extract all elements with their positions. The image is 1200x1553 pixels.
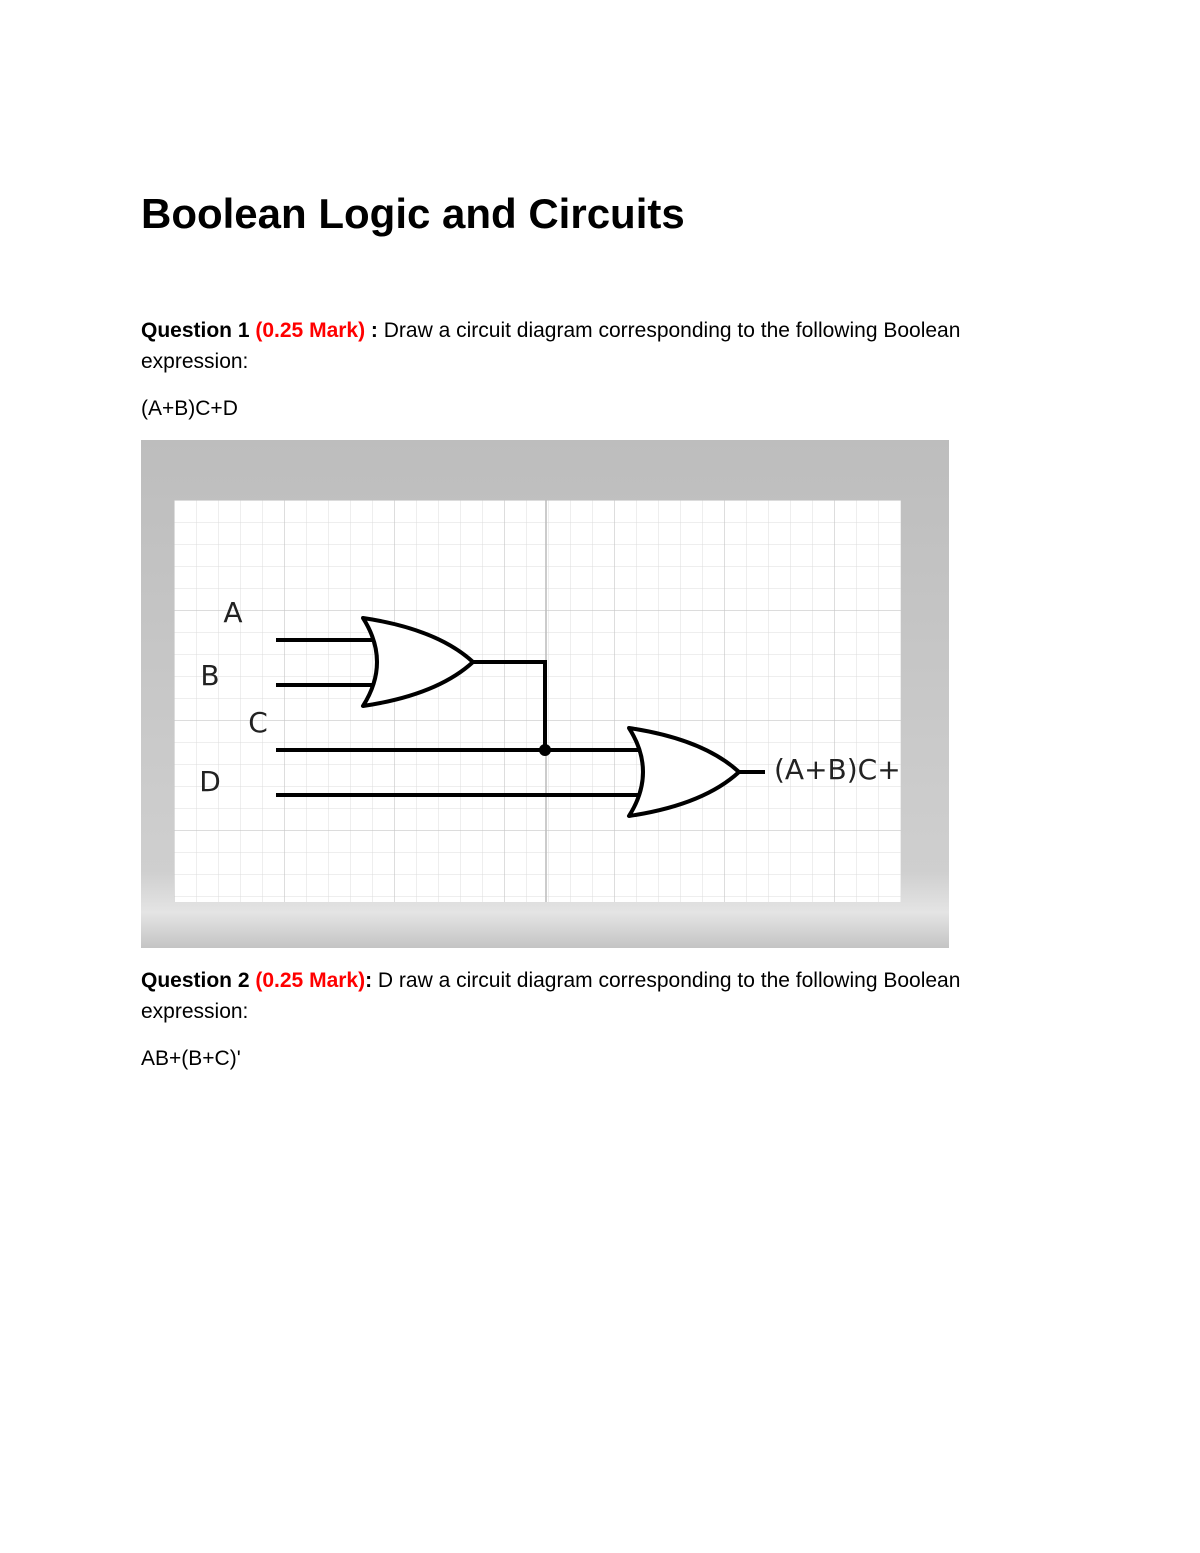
question-2-text: D raw a circuit diagram corresponding to the following Boolean expression: [141,969,961,1023]
question-1-text: Draw a circuit diagram corresponding to the following Boolean expression: [141,319,961,373]
question-2 [141,965,1001,1027]
page-title: Boolean Logic and Circuits [141,190,685,237]
question-2-mark: (0.25 Mark) [255,969,366,992]
question-1-colon: : [365,319,378,342]
question-2-colon: : [365,969,373,992]
question-1-label: Question 1 [141,319,250,342]
circuit-diagram-figure [141,440,949,948]
junction-dot [539,744,551,756]
question-1-mark: (0.25 Mark) [255,319,366,342]
input-label-c: C [248,706,268,739]
question-2-expression: AB+(B+C)' [141,1047,241,1070]
question-1-expression: (A+B)C+D [141,397,238,420]
question-1 [141,315,1001,377]
input-label-b: B [200,659,220,692]
question-2-label: Question 2 [141,969,250,992]
input-label-d: D [199,765,221,798]
output-label: (A+B)C+ [774,753,901,786]
input-label-a: A [223,596,243,629]
circuit-diagram [141,440,949,948]
